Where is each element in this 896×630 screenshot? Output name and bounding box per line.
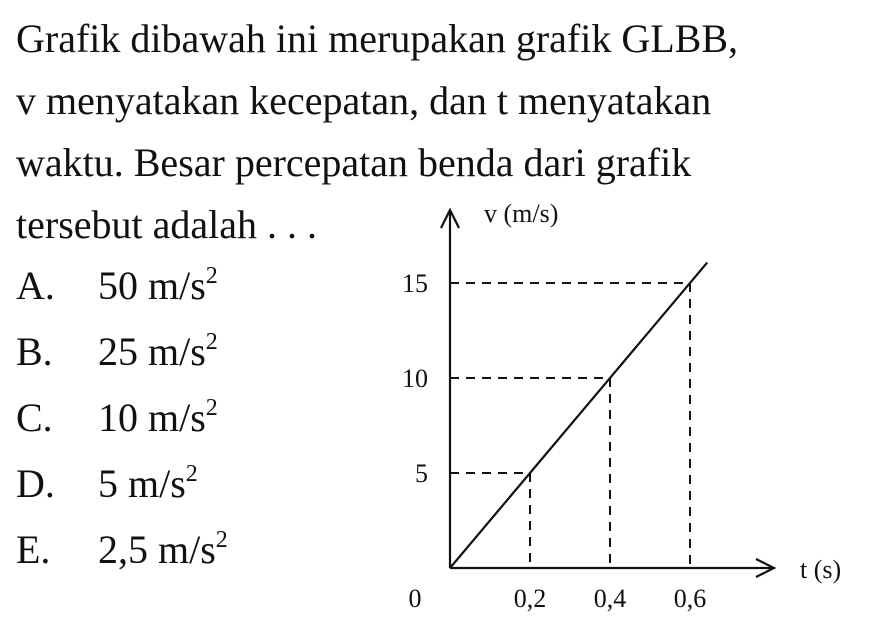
chart-axes: [441, 210, 774, 577]
option-letter: B.: [16, 329, 53, 374]
x-axis-label: t (s): [800, 555, 842, 584]
option-letter: C.: [16, 395, 53, 440]
option-value: 5 m/s: [98, 461, 186, 506]
option-letter: D.: [16, 461, 55, 506]
question-line: tersebut adalah . . .: [16, 202, 317, 247]
question-line: v menyatakan kecepatan, dan t menyatakan: [16, 78, 712, 123]
y-axis-label: v (m/s): [484, 199, 559, 228]
y-tick-label: 15: [402, 269, 428, 298]
option-letter: E.: [16, 527, 51, 572]
option-exponent: 2: [205, 329, 218, 355]
question-line: waktu. Besar percepatan benda dari grafik: [16, 140, 692, 185]
option-value: 50 m/s: [98, 263, 206, 308]
y-tick-label: 10: [402, 364, 428, 393]
option-value: 25 m/s: [98, 329, 206, 374]
origin-label: 0: [408, 584, 422, 613]
series-line: [450, 263, 707, 568]
option-value: 10 m/s: [98, 395, 206, 440]
x-tick-label: 0,4: [593, 584, 627, 613]
option-value: 2,5 m/s: [98, 527, 216, 572]
option-exponent: 2: [205, 395, 218, 421]
question-line: Grafik dibawah ini merupakan grafik GLBB,: [16, 16, 739, 61]
option-letter: A.: [16, 263, 55, 308]
option-exponent: 2: [205, 263, 218, 289]
x-tick-label: 0,2: [513, 584, 547, 613]
chart-labels: [402, 199, 841, 613]
option-exponent: 2: [185, 461, 198, 487]
option-exponent: 2: [215, 527, 228, 553]
y-tick-label: 5: [415, 459, 428, 488]
chart-series: [450, 263, 707, 568]
x-tick-label: 0,6: [673, 584, 707, 613]
